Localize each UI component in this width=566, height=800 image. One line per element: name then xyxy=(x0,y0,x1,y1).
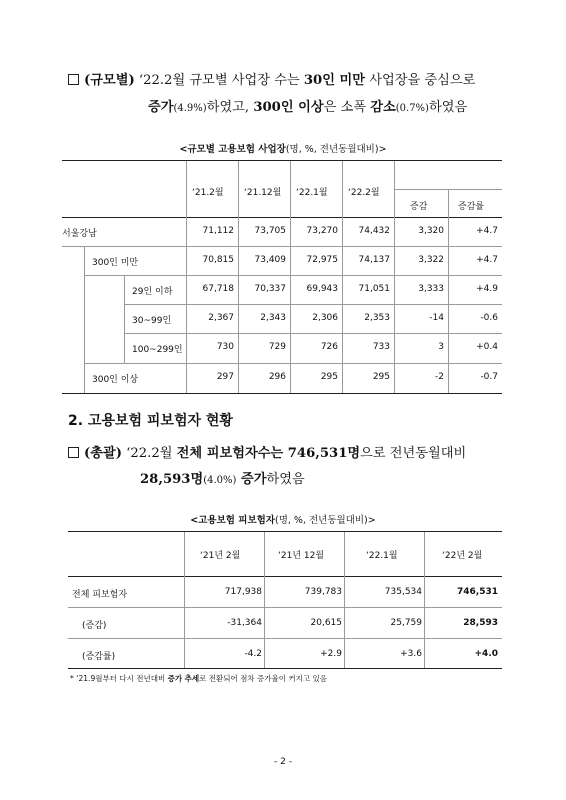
table1-cell: 296 xyxy=(268,372,286,382)
para2-increase-rate: (4.0%) xyxy=(203,475,237,486)
para1-decrease-rate: (0.7%) xyxy=(395,103,429,114)
table1-row-label: 100~299인 xyxy=(132,345,183,355)
table2-col-header: ‘21년 12월 xyxy=(278,551,325,561)
paragraph-scale-line2 xyxy=(148,99,467,118)
para2-text-end: 으로 전년동월대비 xyxy=(360,446,467,461)
table2-cell: 20,615 xyxy=(310,618,342,628)
table2-cell: -4.2 xyxy=(244,649,262,659)
para1-lead: (규모별) xyxy=(84,73,135,88)
table1-cell: 3 xyxy=(438,342,444,352)
paragraph-scale xyxy=(68,72,475,90)
table1-cell: 71,112 xyxy=(202,226,234,236)
para1-emph: 30인 미만 xyxy=(303,73,366,88)
table2-col-header: ‘22.1월 xyxy=(366,551,398,561)
table1-row-label: 300인 이상 xyxy=(92,375,139,385)
table2-cell: +4.0 xyxy=(474,649,498,659)
table1-col-header: ‘22.2월 xyxy=(348,188,380,198)
table1-header xyxy=(186,161,502,217)
checkbox-bullet-icon xyxy=(68,447,79,458)
table1-cell: 70,337 xyxy=(254,284,286,294)
table1-col-header: 증감률 xyxy=(458,202,485,212)
table1-cell: 3,333 xyxy=(418,284,444,294)
table2-row-label: 전체 피보험자 xyxy=(72,590,128,600)
table2-cell: 735,534 xyxy=(384,587,422,597)
table2-row-label: (증감) xyxy=(82,621,107,631)
table2-values xyxy=(184,576,502,668)
table1-cell: 69,943 xyxy=(306,284,338,294)
table2-row-label: (증감률) xyxy=(82,652,116,662)
table1-cell: 295 xyxy=(320,372,338,382)
table1-cell: 3,320 xyxy=(418,226,444,236)
table1-cell: +4.7 xyxy=(476,255,498,265)
table1-cell: 297 xyxy=(216,372,234,382)
table2-cell: 717,938 xyxy=(224,587,262,597)
checkbox-bullet-icon xyxy=(68,74,79,85)
table1-cell: -14 xyxy=(429,313,444,323)
table1-cell: 729 xyxy=(268,342,286,352)
table2-caption xyxy=(0,512,566,526)
para1-decrease: 감소 xyxy=(370,100,396,115)
table1-col-header: 증감 xyxy=(410,202,428,212)
table1-cell: +4.7 xyxy=(476,226,498,236)
table1-cell: 295 xyxy=(372,372,390,382)
table2-col-header: ‘22년 2월 xyxy=(442,551,483,561)
para1-text-end: 사업장을 중심으로 xyxy=(365,73,476,88)
table2-col-header: ‘21년 2월 xyxy=(200,551,241,561)
footnote xyxy=(70,673,327,684)
table2-cell: +2.9 xyxy=(320,649,342,659)
table1-cell: -0.6 xyxy=(480,313,498,323)
table1-cell: 73,409 xyxy=(254,255,286,265)
table1-cell: 730 xyxy=(216,342,234,352)
para1-increase-rate: (4.9%) xyxy=(173,103,207,114)
table1-header-blank xyxy=(62,161,186,217)
table1-cell: 74,137 xyxy=(358,255,390,265)
table2-cell: 28,593 xyxy=(463,618,498,628)
table1-cell: 70,815 xyxy=(202,255,234,265)
table1-caption xyxy=(0,141,566,155)
footnote-emph: 증가 추세 xyxy=(167,674,200,683)
table1-row-label: 300인 미만 xyxy=(92,258,139,268)
table1-row-label: 30~99인 xyxy=(132,316,172,326)
para2-increase: 증가 xyxy=(236,472,267,487)
table2-cell: -31,364 xyxy=(227,618,262,628)
table1-scale xyxy=(62,160,502,394)
table1-row-label: 서울강남 xyxy=(62,229,97,239)
table2-cell: +3.6 xyxy=(400,649,422,659)
table1-cell: 2,353 xyxy=(364,313,390,323)
table1-cell: 726 xyxy=(320,342,338,352)
para2-emph: 전체 피보험자수는 746,531명 xyxy=(176,446,361,461)
table1-row-label: 29인 이하 xyxy=(132,287,173,297)
table2-cell: 746,531 xyxy=(457,587,498,597)
para2-text2: 하였음 xyxy=(266,472,305,487)
table1-cell: 2,367 xyxy=(208,313,234,323)
table1-cell: 67,718 xyxy=(202,284,234,294)
table1-cell: 74,432 xyxy=(358,226,390,236)
table2-caption-title: <고용보험 피보험자 xyxy=(190,515,275,526)
table1-cell: 733 xyxy=(372,342,390,352)
table2-caption-units: (명, %, 전년동월대비)> xyxy=(274,515,376,526)
table2-insured xyxy=(68,531,502,669)
table1-cell: 2,343 xyxy=(260,313,286,323)
table1-col-header: ‘22.1월 xyxy=(296,188,328,198)
table2-cell: 25,759 xyxy=(390,618,422,628)
table2-cell: 739,783 xyxy=(304,587,342,597)
table1-col-header: ‘21.12월 xyxy=(244,188,282,198)
para1-text2: 하였고, xyxy=(206,100,254,115)
table1-cell: 3,322 xyxy=(418,255,444,265)
footnote-text-end: 로 전환되어 점차 증가율이 커지고 있음 xyxy=(199,674,328,683)
paragraph-total xyxy=(68,445,466,463)
para1-text: ‘22.2월 규모별 사업장 수는 xyxy=(134,73,304,88)
table1-cell: +0.4 xyxy=(476,342,498,352)
table1-cell: -2 xyxy=(435,372,444,382)
para2-increase-count: 28,593명 xyxy=(140,472,204,487)
table1-cell: -0.7 xyxy=(480,372,498,382)
table1-values xyxy=(186,217,502,393)
table1-cell: 73,705 xyxy=(254,226,286,236)
table1-cell: 71,051 xyxy=(358,284,390,294)
para1-300-plus: 300인 이상 xyxy=(253,100,324,115)
table1-caption-units: (명, %, 전년동월대비)> xyxy=(285,144,387,155)
footnote-text: * ‘21.9월부터 다시 전년대비 xyxy=(70,674,168,683)
table1-caption-title: <규모별 고용보험 사업장 xyxy=(179,144,286,155)
para2-text: ‘22.2월 xyxy=(121,446,177,461)
para2-lead: (총괄) xyxy=(84,446,122,461)
table1-cell: 72,975 xyxy=(306,255,338,265)
para1-text3: 은 소폭 xyxy=(323,100,371,115)
table1-col-header: ‘21.2월 xyxy=(192,188,224,198)
para1-text4: 하였음 xyxy=(428,100,468,115)
paragraph-total-line2 xyxy=(140,471,305,490)
table1-cell: +4.9 xyxy=(476,284,498,294)
para1-increase: 증가 xyxy=(148,100,174,115)
section2-title: 2. 고용보험 피보험자 현황 xyxy=(68,413,233,429)
table1-cell: 2,306 xyxy=(312,313,338,323)
table1-cell: 73,270 xyxy=(306,226,338,236)
page-number: - 2 - xyxy=(274,757,292,767)
